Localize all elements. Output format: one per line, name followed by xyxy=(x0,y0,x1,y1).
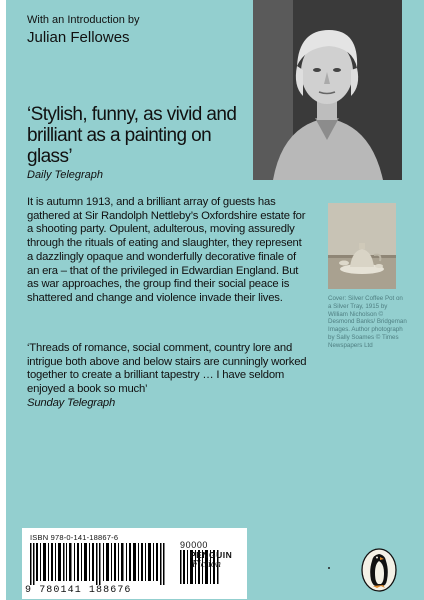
headline-quote xyxy=(27,104,257,181)
review-quote-text: ‘Threads of romance, social comment, country lore and intrigue both above and below stairs are cunningly worked together to create a brilliant tapestry … I have seldom enjoyed a book so much’ xyxy=(27,342,307,396)
series-name: Fiction xyxy=(192,559,221,570)
intro-label: With an Introduction by xyxy=(27,14,140,26)
author-photo xyxy=(253,0,402,180)
headline-quote-source: Daily Telegraph xyxy=(27,169,104,181)
decorative-dot xyxy=(328,567,330,569)
synopsis: It is autumn 1913, and a brilliant array of guests has gathered at Sir Randolph Nettleby’s Oxfordshire estate for a shooting party. Opulent, adulterous, moving assuredly through the rituals of eating and slaughter, they represent a dazzlingly opaque and wonderfully decorative finale of an era – that of the privileged in Edwardian England. But as war approaches, the group find their social peace is shattered and change and violence invade their lives. xyxy=(27,196,306,304)
isbn-label: ISBN 978-0-141-18867-6 xyxy=(30,533,119,542)
headline-quote-text: ‘Stylish, funny, as vivid and brilliant as a painting on glass’ xyxy=(27,104,237,167)
penguin-logo-icon xyxy=(361,548,397,592)
review-quote xyxy=(27,342,307,411)
cover-painting-thumbnail xyxy=(328,203,396,289)
barcode-bars xyxy=(30,543,170,585)
back-cover xyxy=(6,0,424,600)
cover-credits: Cover: Silver Coffee Pot on a Silver Tray, 1915 by William Nicholson © Desmond Banks/ Bridgeman Images. Author photograph by Sally Soames © Times Newspapers Ltd xyxy=(328,295,407,349)
barcode-addon-digits: 90000 xyxy=(180,540,209,550)
review-quote-source: Sunday Telegraph xyxy=(27,396,116,409)
introducer-name: Julian Fellowes xyxy=(27,29,130,46)
publisher-name: PENGUIN xyxy=(190,550,233,560)
barcode-number: 9 780141 188676 xyxy=(25,585,132,596)
